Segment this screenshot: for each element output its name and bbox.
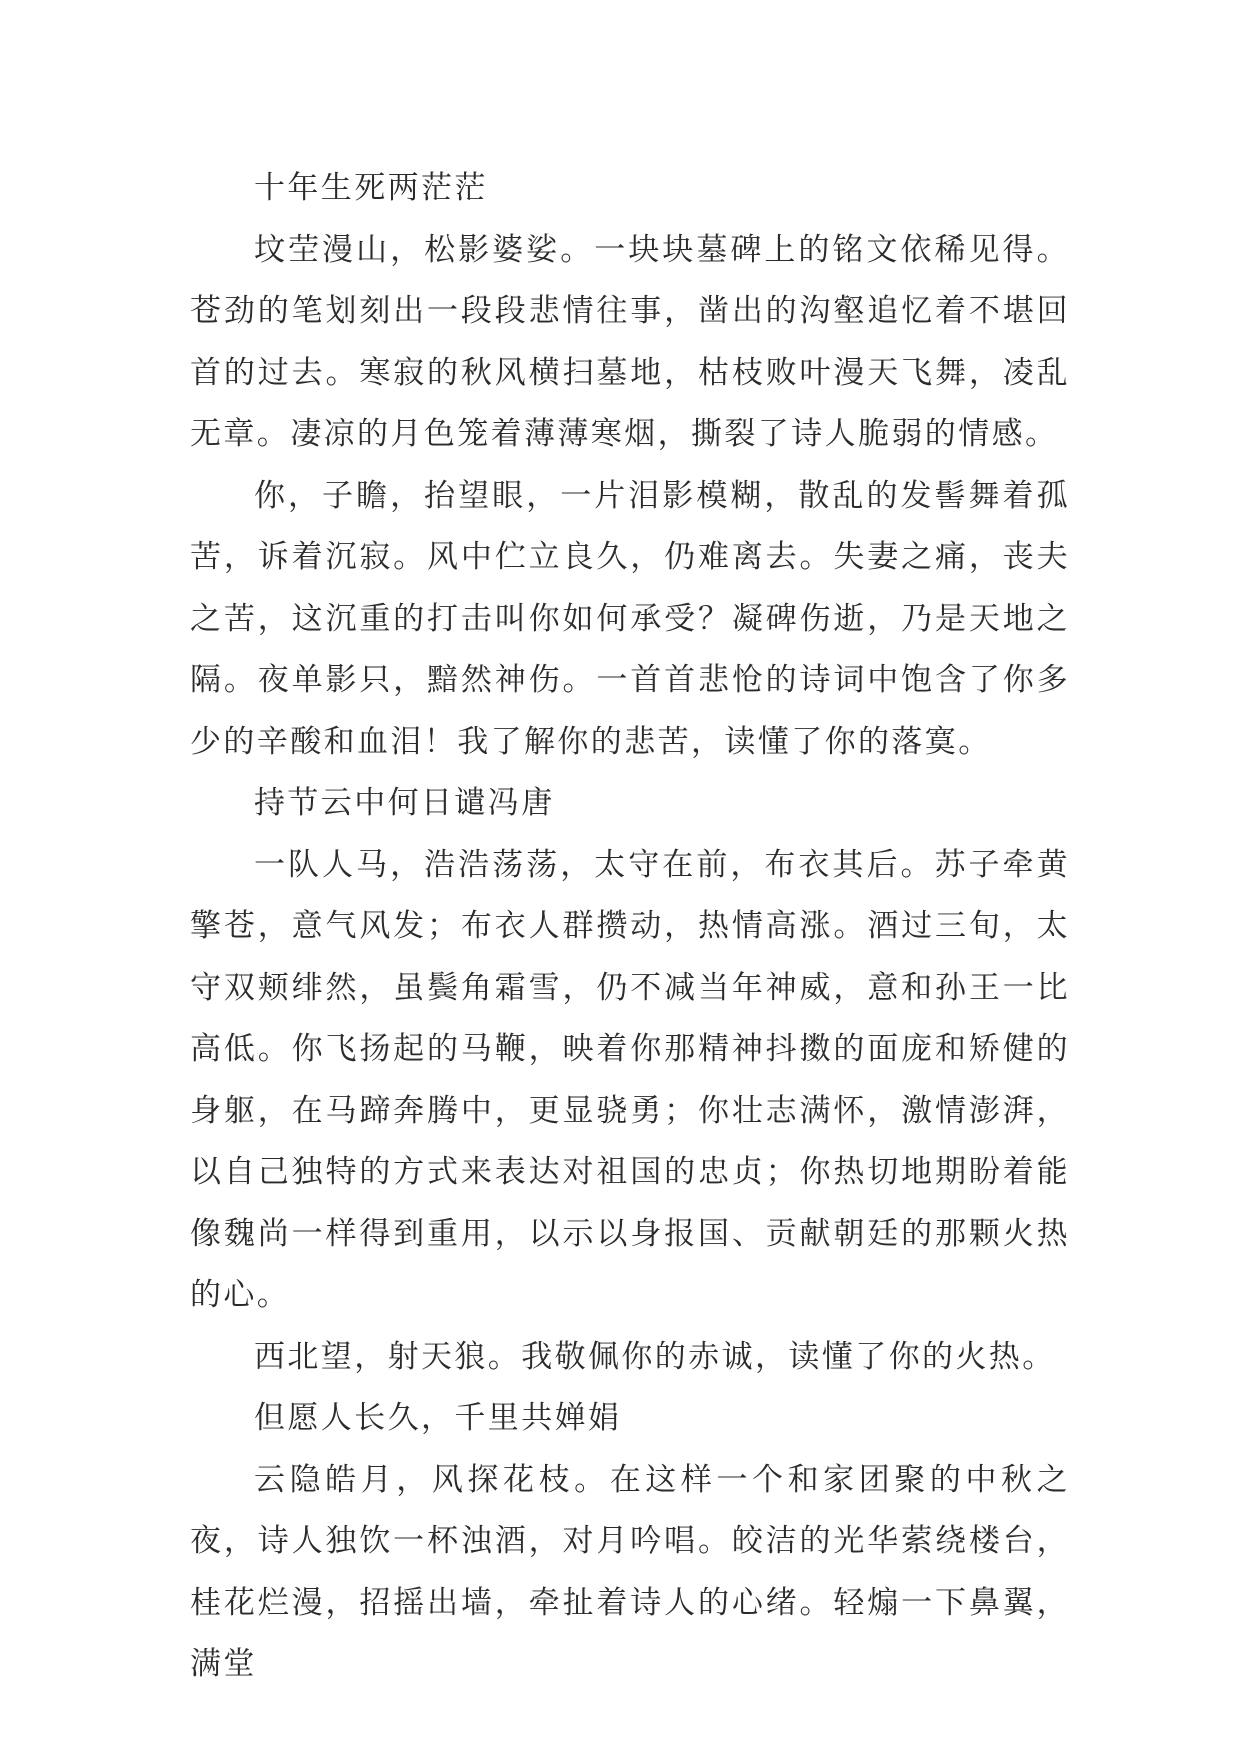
section-heading-1: 十年生死两茫茫: [254, 170, 488, 206]
paragraph-1: 坟茔漫山，松影婆娑。一块块墓碑上的铭文依稀见得。苍劲的笔划刻出一段段悲情往事，凿出的沟壑追忆着不堪回首的过去。寒寂的秋风横扫墓地，枯枝败叶漫天飞舞，凌乱无章。凄凉的月色笼着薄薄寒烟，撕裂了诗人脆弱的情感。: [190, 231, 1070, 452]
section-heading-2: 持节云中何日谴冯唐: [254, 785, 555, 821]
document-body: [190, 158, 1070, 1696]
paragraph-5: 云隐皓月，风探花枝。在这样一个和家团聚的中秋之夜，诗人独饮一杯浊酒，对月吟唱。皎洁的光华萦绕楼台，桂花烂漫，招摇出墙，牵扯着诗人的心绪。轻煽一下鼻翼，满堂: [190, 1461, 1070, 1682]
section-heading-3: 但愿人长久，千里共婵娟: [254, 1400, 622, 1436]
paragraph-2: 你，子瞻，抬望眼，一片泪影模糊，散乱的发髻舞着孤苦，诉着沉寂。风中伫立良久，仍难离去。失妻之痛，丧夫之苦，这沉重的打击叫你如何承受？凝碑伤逝，乃是天地之隔。夜单影只，黯然神伤。一首首悲怆的诗词中饱含了你多少的辛酸和血泪！我了解你的悲苦，读懂了你的落寞。: [190, 477, 1070, 760]
paragraph-4: 西北望，射天狼。我敬佩你的赤诚，读懂了你的火热。: [254, 1338, 1056, 1375]
paragraph-3: 一队人马，浩浩荡荡，太守在前，布衣其后。苏子牵黄擎苍，意气风发；布衣人群攒动，热情高涨。酒过三旬，太守双颊绯然，虽鬓角霜雪，仍不减当年神威，意和孙王一比高低。你飞扬起的马鞭，映着你那精神抖擞的面庞和矫健的身躯，在马蹄奔腾中，更显骁勇；你壮志满怀，激情澎湃，以自己独特的方式来表达对祖国的忠贞；你热切地期盼着能像魏尚一样得到重用，以示以身报国、贡献朝廷的那颗火热的心。: [190, 846, 1070, 1313]
